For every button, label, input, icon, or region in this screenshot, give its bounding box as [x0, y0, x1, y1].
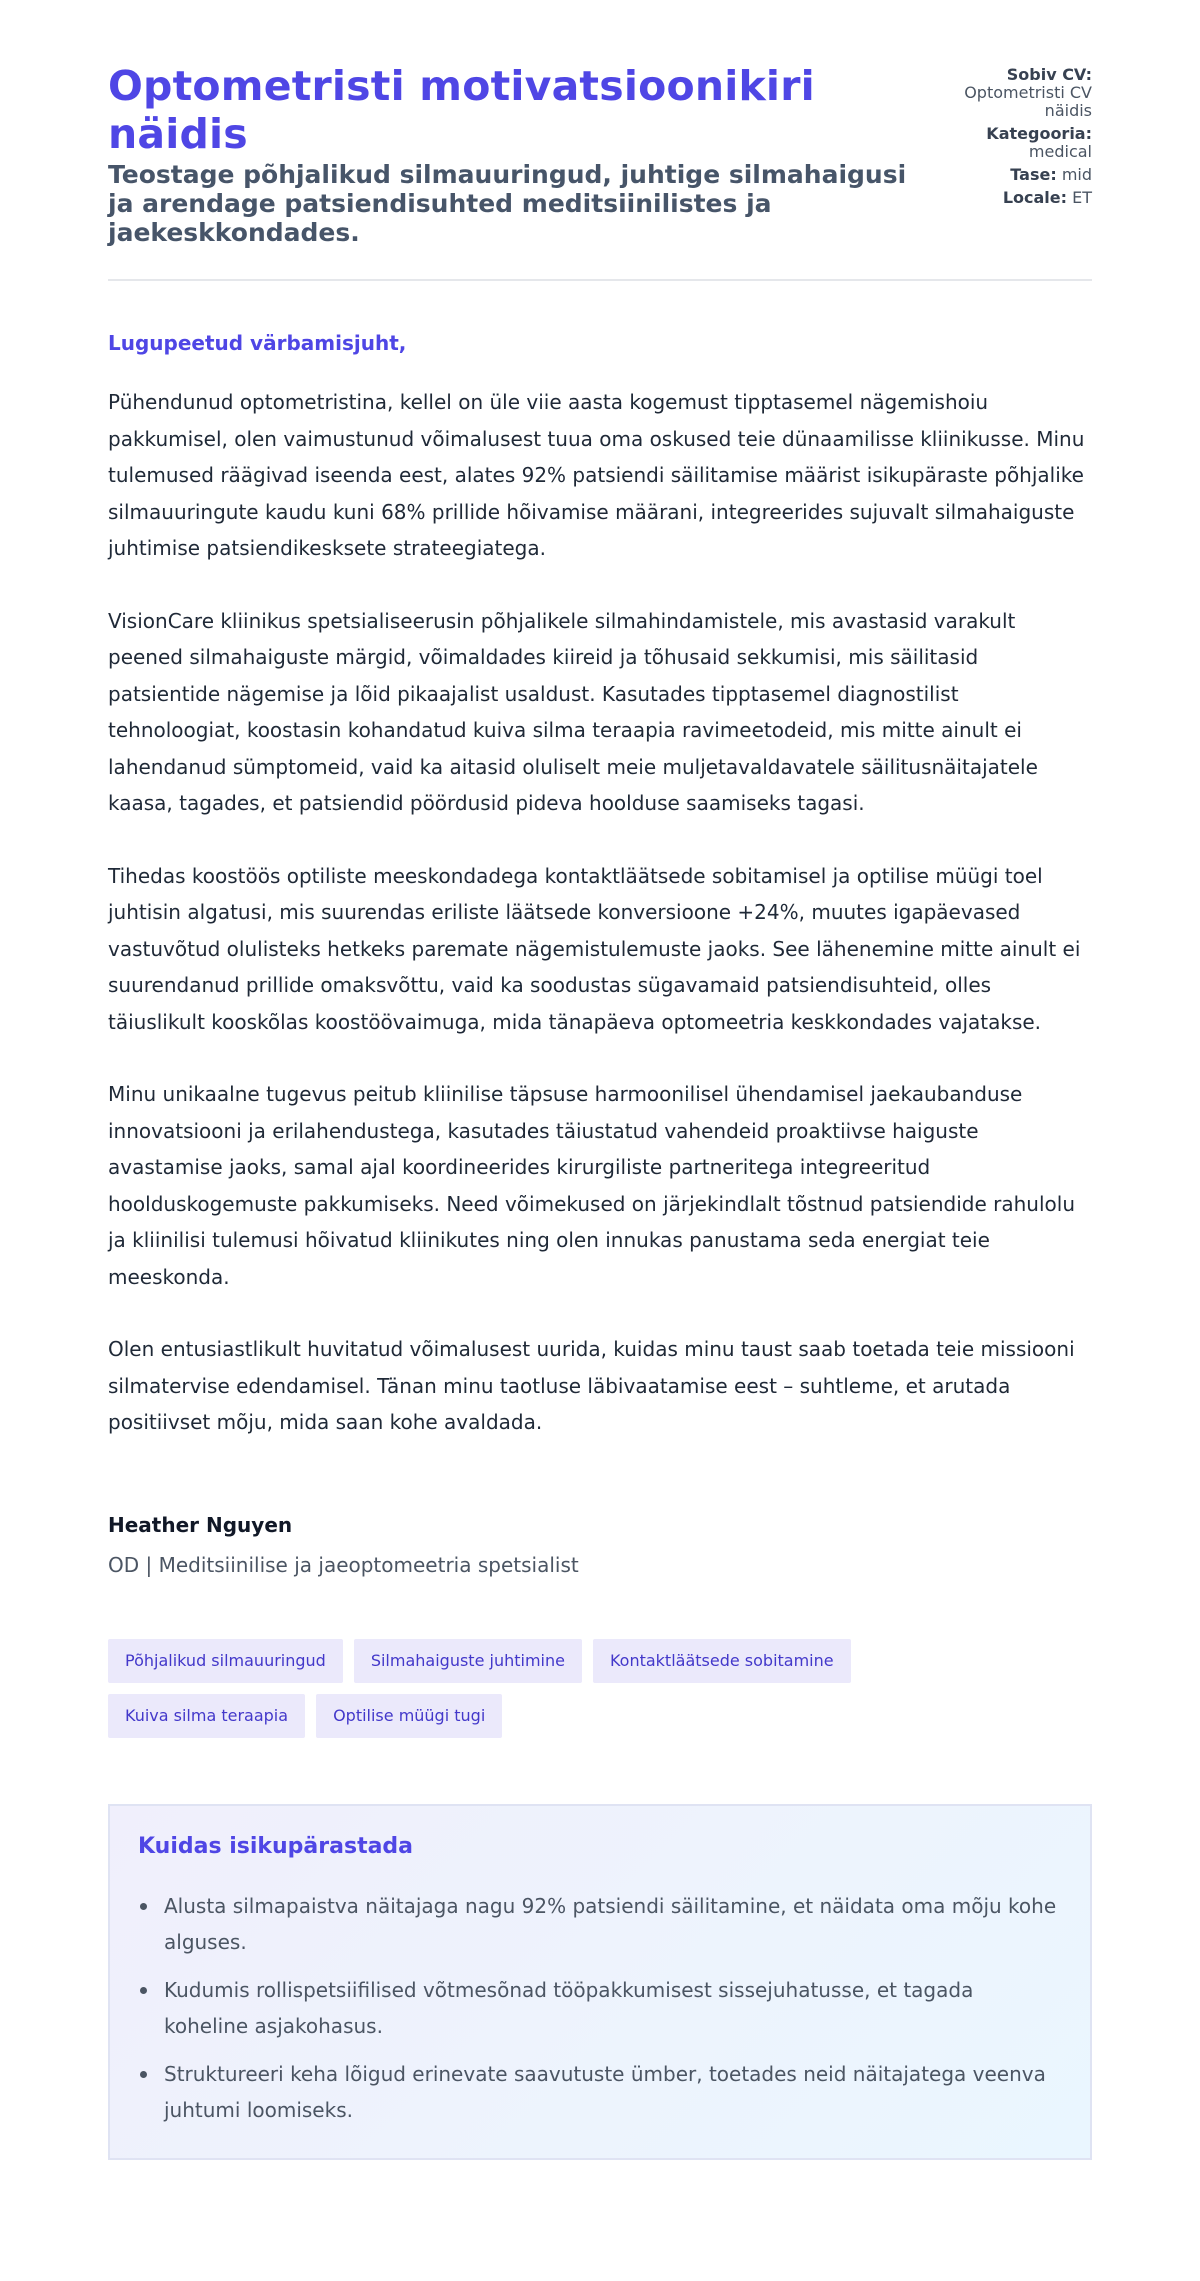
letter-paragraph-1: Pühendunud optometristina, kellel on üle viie aasta kogemust tipptasemel nägemishoiu pakkumisel, olen vaimustunud võimalusest tuua oma oskused teie dünaamilisse kliinikusse. Minu tulemused räägivad iseenda eest, alates 92% patsiendi säilitamise määrist isikupäraste põhjalike silmauuringute kaudu kuni 68% prillide hõivamise määrani, integreerides sujuvalt silmahaiguste juhtimise patsiendikesksete strateegiatega.: [108, 390, 1085, 560]
tip-text: Kudumis rollispetsiifilised võtmesõnad tööpakkumisest sissejuhatusse, et tagada koheline asjakohasus.: [164, 1977, 974, 2038]
personalization-tips-box: [108, 1804, 1092, 2160]
bullet-icon: [140, 2071, 147, 2078]
meta-panel: [942, 66, 1092, 212]
skill-tag: Kontaktläätsede sobitamine: [593, 1639, 851, 1683]
letter-body: [108, 281, 1092, 2160]
tip-text: Alusta silmapaistva näitajaga nagu 92% patsiendi säilitamine, et näidata oma mõju kohe alguses.: [164, 1893, 1057, 1954]
meta-level-label: Tase:: [1010, 165, 1057, 184]
meta-category: [942, 125, 1092, 161]
meta-suitable-cv: [942, 66, 1092, 120]
signature-name: Heather Nguyen: [108, 1512, 293, 1537]
meta-cv-label: Sobiv CV:: [1006, 65, 1092, 84]
skill-tag: Optilise müügi tugi: [316, 1694, 502, 1738]
signature-block: [108, 1511, 1092, 1579]
meta-level-value: mid: [1061, 165, 1092, 184]
meta-locale-label: Locale:: [1002, 188, 1068, 207]
skill-tags: [108, 1639, 1008, 1738]
tips-list: [138, 1888, 1062, 2128]
meta-category-value: medical: [1028, 142, 1092, 161]
skill-tag: Kuiva silma teraapia: [108, 1694, 305, 1738]
tip-item: [138, 1972, 1062, 2044]
page-header: [108, 62, 1092, 281]
letter-paragraph-4: Minu unikaalne tugevus peitub kliinilise täpsuse harmoonilisel ühendamisel jaekaubanduse innovatsiooni ja erilahendustega, kasutades täiustatud vahendeid proaktiivse haiguste avastamise jaoks, samal ajal koordineerides kirurgiliste partneritega integreeritud hoolduskogemuste pakkumiseks. Need võimekused on järjekindlalt tõstnud patsiendide rahulolu ja kliinilisi tulemusi hõivatud kliinikutes ning olen innukas panustama seda energiat teie meeskonda.: [108, 1082, 1076, 1289]
tip-text: Struktureeri keha lõigud erinevate saavutuste ümber, toetades neid näitajatega veenva juhtumi loomiseks.: [164, 2061, 1046, 2122]
meta-level: [942, 166, 1092, 184]
letter-paragraph-3: Tihedas koostöös optiliste meeskondadega kontaktläätsede sobitamisel ja optilise müügi toel juhtisin algatusi, mis suurendas eriliste läätsede konversioone +24%, muutes igapäevased vastuvõtud olulisteks hetkeks paremate nägemistulemuste jaoks. See lähenemine mitte ainult ei suurendanud prillide omaksvõttu, vaid ka soodustas sügavamaid patsiendisuhteid, olles täiuslikult kooskõlas koostöövaimuga, mida tänapäeva optomeetria keskkondades vajatakse.: [108, 863, 1081, 1034]
bullet-icon: [140, 1903, 147, 1910]
meta-locale: [942, 189, 1092, 207]
salutation: Lugupeetud värbamisjuht,: [108, 331, 407, 355]
meta-category-label: Kategooria:: [986, 124, 1092, 143]
header-titles: [108, 62, 938, 247]
tips-title: Kuidas isikupärastada: [138, 1833, 414, 1859]
skill-tag: Silmahaiguste juhtimine: [354, 1639, 582, 1683]
page-title: Optometristi motivatsioonikiri näidis: [108, 62, 815, 158]
tip-item: [138, 2056, 1062, 2128]
signature-title: OD | Meditsiinilise ja jaeoptomeetria spetsialist: [108, 1552, 579, 1577]
letter-paragraph-5: Olen entusiastlikult huvitatud võimalusest uurida, kuidas minu taust saab toetada teie missiooni silmatervise edendamisel. Tänan minu taotluse läbivaatamise eest – suhtleme, et arutada positiivset mõju, mida saan kohe avaldada.: [108, 1337, 1075, 1434]
meta-cv-value: Optometristi CV näidis: [964, 83, 1092, 120]
tip-item: [138, 1888, 1062, 1960]
meta-locale-value: ET: [1072, 188, 1092, 207]
letter-paragraph-2: VisionCare kliinikus spetsialiseerusin põhjalikele silmahindamistele, mis avastasid varakult peened silmahaiguste märgid, võimaldades kiireid ja tõhusaid sekkumisi, mis säilitasid patsientide nägemise ja lõid pikaajalist usaldust. Kasutades tipptasemel diagnostilist tehnoloogiat, koostasin kohandatud kuiva silma teraapia ravimeetodeid, mis mitte ainult ei lahendanud sümptomeid, vaid ka aitasid oluliselt meie muljetavaldavatele säilitusnäitajatele kaasa, tagades, et patsiendid pöördusid pideva hoolduse saamiseks tagasi.: [108, 608, 1038, 815]
skill-tag: Põhjalikud silmauuringud: [108, 1639, 343, 1683]
bullet-icon: [140, 1987, 147, 1994]
page-subtitle: Teostage põhjalikud silmauuringud, juhtige silmahaigusi ja arendage patsiendisuhted meditsiinilistes ja jaekeskkondades.: [108, 160, 907, 247]
